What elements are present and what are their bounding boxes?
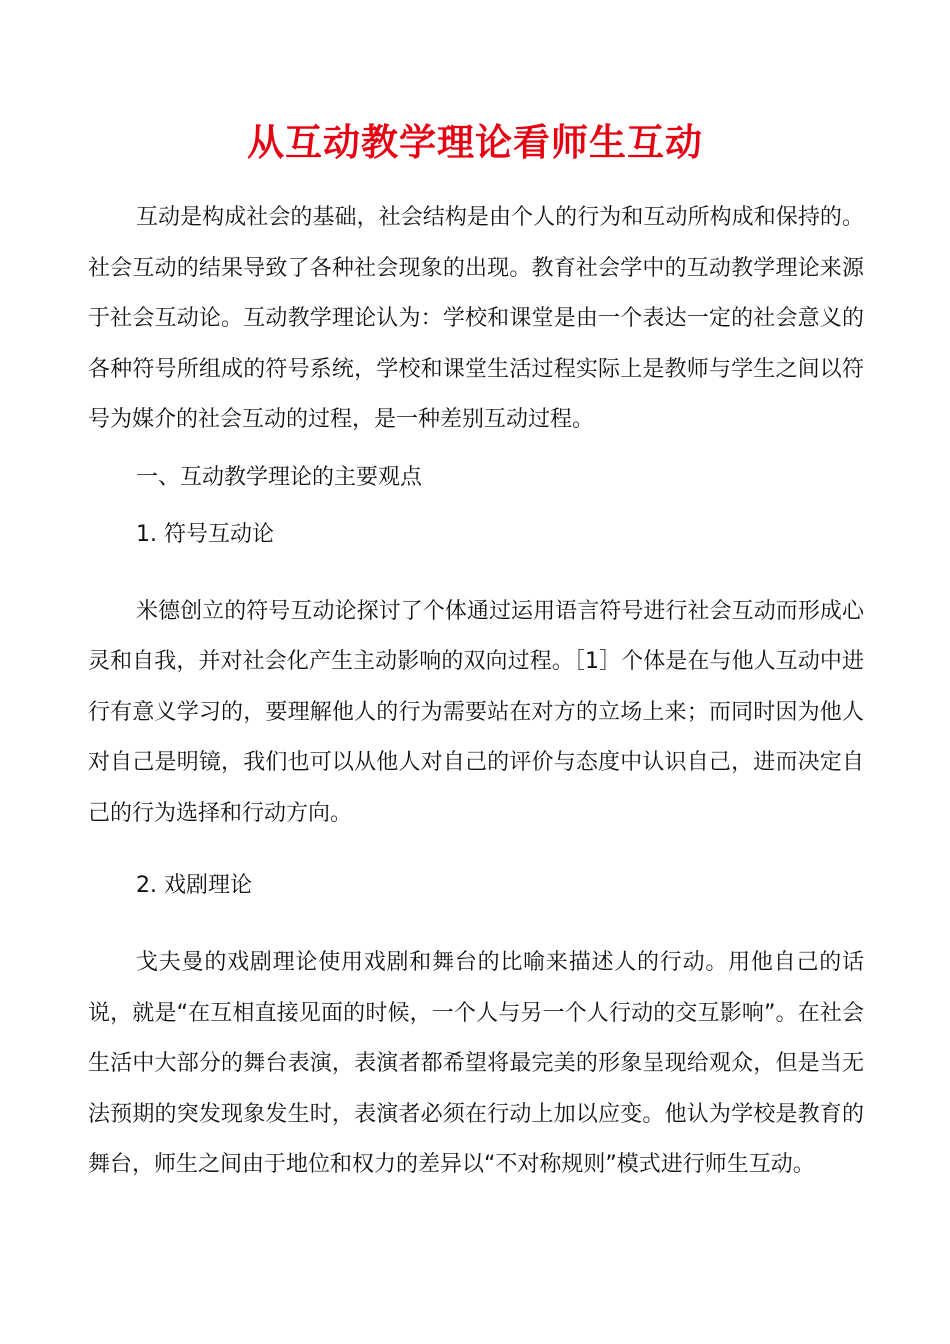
document-title: 从互动教学理论看师生互动 xyxy=(247,120,703,164)
dramaturgy-paragraph: 戈夫曼的戏剧理论使用戏剧和舞台的比喻来描述人的行动。用他自己的话说，就是“在互相直接见面的时候，一个人与另一个人行动的交互影响”。在社会生活中大部分的舞台表演，表演者都希望将最完美的形象呈现给观众，但是当无法预期的突发现象发生时，表演者必须在行动上加以应变。他认为学校是教育的舞台，师生之间由于地位和权力的差异以“不对称规则”模式进行师生互动。 xyxy=(88,950,864,1177)
document-body xyxy=(88,193,864,1191)
section-heading: 一、互动教学理论的主要观点 xyxy=(136,464,423,490)
intro-paragraph: 互动是构成社会的基础，社会结构是由个人的行为和互动所构成和保持的。社会互动的结果导致了各种社会现象的出现。教育社会学中的互动教学理论来源于社会互动论。互动教学理论认为：学校和课堂是由一个表达一定的社会意义的各种符号所组成的符号系统，学校和课堂生活过程实际上是教师与学生之间以符号为媒介的社会互动的过程，是一种差别互动过程。 xyxy=(88,205,864,432)
symbolic-interaction-paragraph: 米德创立的符号互动论探讨了个体通过运用语言符号进行社会互动而形成心灵和自我，并对社会化产生主动影响的双向过程。［1］个体是在与他人互动中进行有意义学习的，要理解他人的行为需要站在对方的立场上来；而同时因为他人对自己是明镜，我们也可以从他人对自己的评价与态度中认识自己，进而决定自己的行为选择和行动方向。 xyxy=(88,598,864,826)
subsection-heading-symbolic-interaction: 1. 符号互动论 xyxy=(136,521,274,547)
subsection-heading-dramaturgy: 2. 戏剧理论 xyxy=(136,873,252,898)
